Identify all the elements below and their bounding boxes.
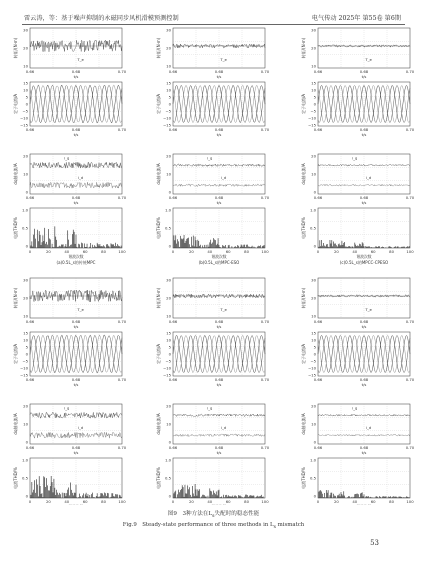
x-tick-label: 0.70 [405, 195, 415, 200]
y-tick-label: 15 [23, 80, 28, 86]
x-axis-label: t/s [361, 74, 367, 79]
x-axis-label: t/s [361, 324, 367, 329]
x-tick-label: 0.66 [168, 445, 178, 450]
y-tick-label: 10 [23, 421, 28, 427]
figure-caption-cn: 图9 3种方法在$L_s$失配时的稳态性能 [167, 511, 260, 520]
x-tick-label: 0.68 [214, 377, 224, 382]
y-tick-label: 20 [23, 45, 28, 51]
y-tick-label: 0 [313, 101, 316, 107]
subfigure-4 [12, 277, 127, 505]
x-tick-label: 0.68 [214, 195, 224, 200]
x-axis-label: t/s [216, 382, 222, 387]
x-tick-label: 0.70 [260, 319, 270, 324]
y-tick-label: −15 [307, 372, 316, 378]
x-tick-label: 80 [244, 499, 250, 504]
x-axis-label: t/s [216, 132, 222, 137]
y-tick-label: 0.5 [21, 475, 28, 481]
y-tick-label: 1.0 [164, 207, 171, 213]
x-tick-label: 0.66 [313, 445, 323, 450]
torque-annotation: T_e [77, 56, 84, 62]
y-tick-label: −10 [307, 115, 316, 121]
x-tick-label: 0.70 [260, 195, 270, 200]
x-tick-label: 0.68 [359, 127, 369, 132]
y-tick-label: 15 [166, 80, 171, 86]
x-tick-label: 0.70 [405, 69, 415, 74]
iq-annotation: i_q [64, 406, 70, 411]
y-axis-label: 电流THD/% [156, 467, 161, 489]
y-tick-label: 15 [166, 330, 171, 336]
x-axis-label [68, 504, 83, 505]
y-tick-label: 15 [311, 80, 316, 86]
x-axis-label: t/s [361, 132, 367, 137]
x-tick-label: 0.70 [260, 69, 270, 74]
x-tick-label: 0.68 [214, 445, 224, 450]
x-tick-label: 100 [118, 249, 126, 254]
x-tick-label: 0.70 [260, 377, 270, 382]
y-axis-label: 定子电流/A [156, 93, 161, 115]
y-tick-label: −5 [310, 358, 316, 364]
x-tick-label: 0 [316, 499, 320, 504]
x-tick-label: 0.68 [359, 445, 369, 450]
y-tick-label: −15 [19, 122, 28, 128]
y-tick-label: 30 [166, 277, 171, 283]
y-tick-label: 30 [23, 277, 28, 283]
iq-annotation: i_q [207, 406, 213, 411]
y-tick-label: 5 [25, 94, 28, 100]
x-axis-label [211, 504, 226, 505]
x-tick-label: 0.68 [214, 319, 224, 324]
x-axis-label: t/s [216, 324, 222, 329]
y-tick-label: 10 [23, 63, 28, 69]
x-tick-label: 60 [225, 499, 231, 504]
y-tick-label: 20 [23, 153, 28, 159]
torque-annotation: T_e [77, 306, 84, 312]
x-tick-label: 40 [352, 499, 358, 504]
y-axis-label: 电流THD/% [13, 217, 18, 239]
x-tick-label: 0.66 [25, 127, 35, 132]
x-tick-label: 0.68 [71, 319, 81, 324]
x-tick-label: 0.68 [359, 195, 369, 200]
x-tick-label: 60 [370, 499, 376, 504]
x-tick-label: 0.66 [168, 69, 178, 74]
x-tick-label: 0.66 [313, 127, 323, 132]
y-tick-label: 10 [311, 87, 316, 93]
running-header-left: 雷云涛，等：基于噪声抑制的永磁同步风机滑模预测控制 [24, 15, 179, 22]
x-tick-label: 40 [352, 249, 358, 254]
x-axis-label: t/s [361, 200, 367, 205]
y-tick-label: 10 [23, 313, 28, 319]
y-tick-label: 20 [166, 153, 171, 159]
x-tick-label: 0.68 [71, 127, 81, 132]
y-tick-label: −10 [19, 365, 28, 371]
y-tick-label: 10 [23, 87, 28, 93]
x-tick-label: 0.66 [25, 69, 35, 74]
y-tick-label: 20 [311, 403, 316, 409]
y-tick-label: 1.0 [164, 457, 171, 463]
y-tick-label: −5 [22, 108, 28, 114]
y-axis-label: dq轴电流/A [156, 163, 161, 185]
x-tick-label: 0.66 [25, 377, 35, 382]
y-axis-label: 转矩/(N·m) [156, 287, 161, 309]
y-tick-label: 0 [168, 243, 171, 249]
y-axis-label: 定子电流/A [156, 343, 161, 365]
x-tick-label: 0 [316, 249, 320, 254]
x-axis-label: t/s [216, 450, 222, 455]
y-tick-label: 5 [168, 94, 171, 100]
subfigure-2 [155, 27, 270, 265]
x-tick-label: 0 [171, 499, 175, 504]
y-tick-label: 5 [25, 344, 28, 350]
y-tick-label: 30 [311, 277, 316, 283]
y-tick-label: 0 [313, 189, 316, 195]
x-tick-label: 0.66 [168, 195, 178, 200]
x-tick-label: 0.70 [117, 445, 127, 450]
x-tick-label: 0.66 [313, 195, 323, 200]
x-tick-label: 0.70 [405, 127, 415, 132]
x-tick-label: 100 [406, 249, 414, 254]
x-tick-label: 0.70 [117, 127, 127, 132]
y-tick-label: 30 [23, 27, 28, 33]
x-tick-label: 40 [64, 249, 70, 254]
y-tick-label: 0 [313, 493, 316, 499]
x-tick-label: 20 [188, 249, 194, 254]
subfigure-label: (c)0.5L_s的MPCC-CPESO [339, 260, 389, 265]
x-tick-label: 0.68 [71, 445, 81, 450]
x-tick-label: 0.68 [71, 195, 81, 200]
y-tick-label: 20 [166, 45, 171, 51]
y-tick-label: −5 [22, 358, 28, 364]
y-tick-label: 10 [311, 421, 316, 427]
y-tick-label: 0 [168, 439, 171, 445]
page-number: 53 [370, 539, 379, 547]
subfigure-6 [300, 277, 415, 505]
y-axis-label: dq轴电流/A [301, 413, 306, 435]
torque-annotation: T_e [220, 306, 227, 312]
y-tick-label: −15 [307, 122, 316, 128]
torque-annotation: T_e [365, 56, 372, 62]
y-tick-label: 10 [311, 63, 316, 69]
id-annotation: i_d [221, 175, 227, 180]
x-tick-label: 0.70 [117, 319, 127, 324]
y-tick-label: 20 [23, 295, 28, 301]
y-tick-label: 10 [166, 337, 171, 343]
x-tick-label: 0.70 [260, 127, 270, 132]
x-tick-label: 80 [389, 499, 395, 504]
y-tick-label: 30 [311, 27, 316, 33]
x-axis-label: t/s [361, 382, 367, 387]
y-axis-label: 转矩/(N·m) [301, 287, 306, 309]
x-tick-label: 80 [101, 249, 107, 254]
x-tick-label: 0.70 [117, 69, 127, 74]
iq-annotation: i_q [352, 406, 358, 411]
x-tick-label: 0.68 [214, 69, 224, 74]
y-tick-label: 10 [166, 421, 171, 427]
y-tick-label: 15 [311, 330, 316, 336]
x-tick-label: 100 [261, 249, 269, 254]
y-tick-label: 20 [311, 153, 316, 159]
iq-annotation: i_q [64, 156, 70, 161]
x-tick-label: 0.70 [405, 319, 415, 324]
y-axis-label: 电流THD/% [301, 217, 306, 239]
y-tick-label: −15 [19, 372, 28, 378]
y-tick-label: 0 [168, 351, 171, 357]
y-tick-label: 10 [166, 63, 171, 69]
y-tick-label: 0 [25, 493, 28, 499]
x-tick-label: 60 [370, 249, 376, 254]
x-tick-label: 20 [333, 249, 339, 254]
x-tick-label: 20 [45, 499, 51, 504]
x-tick-label: 0.66 [168, 377, 178, 382]
x-tick-label: 0.68 [359, 69, 369, 74]
y-tick-label: 5 [313, 344, 316, 350]
x-tick-label: 0.66 [168, 127, 178, 132]
y-axis-label: 电流THD/% [301, 467, 306, 489]
x-tick-label: 60 [82, 499, 88, 504]
x-tick-label: 20 [188, 499, 194, 504]
y-tick-label: 15 [23, 330, 28, 336]
x-tick-label: 0.66 [313, 319, 323, 324]
figure-caption-en: Fig.9 Steady-state performance of three methods in $L_s$ mismatch [122, 522, 305, 531]
y-tick-label: 0 [313, 243, 316, 249]
y-tick-label: 10 [166, 87, 171, 93]
x-axis-label: 谐波次数 [211, 254, 227, 259]
x-tick-label: 80 [389, 249, 395, 254]
x-tick-label: 0.70 [260, 445, 270, 450]
y-tick-label: 0.5 [164, 225, 171, 231]
y-tick-label: −5 [165, 108, 171, 114]
x-tick-label: 0.68 [214, 127, 224, 132]
x-tick-label: 0.68 [359, 319, 369, 324]
y-tick-label: 20 [166, 295, 171, 301]
y-tick-label: 10 [311, 313, 316, 319]
iq-annotation: i_q [352, 156, 358, 161]
y-tick-label: 0 [313, 439, 316, 445]
x-tick-label: 80 [101, 499, 107, 504]
y-tick-label: −10 [162, 365, 171, 371]
x-tick-label: 0.70 [117, 377, 127, 382]
y-tick-label: 5 [313, 94, 316, 100]
y-axis-label: 转矩/(N·m) [13, 287, 18, 309]
y-axis-label: 转矩/(N·m) [301, 37, 306, 59]
y-axis-label: 定子电流/A [13, 93, 18, 115]
y-tick-label: 10 [311, 337, 316, 343]
x-axis-label: t/s [216, 74, 222, 79]
subfigure-label: (a)0.5L_s的传统MPC [56, 260, 96, 265]
x-tick-label: 0.68 [71, 69, 81, 74]
y-axis-label: 定子电流/A [301, 343, 306, 365]
x-tick-label: 40 [207, 499, 213, 504]
y-tick-label: 0 [168, 493, 171, 499]
y-tick-label: −10 [19, 115, 28, 121]
x-tick-label: 0.66 [313, 377, 323, 382]
y-tick-label: 0 [25, 351, 28, 357]
y-axis-label: dq轴电流/A [13, 413, 18, 435]
x-tick-label: 0.66 [25, 319, 35, 324]
y-tick-label: −10 [307, 365, 316, 371]
x-tick-label: 60 [225, 249, 231, 254]
x-tick-label: 0.66 [168, 319, 178, 324]
iq-annotation: i_q [207, 156, 213, 161]
id-annotation: i_d [221, 425, 227, 430]
x-axis-label: t/s [73, 132, 79, 137]
x-tick-label: 0.70 [405, 377, 415, 382]
y-tick-label: −15 [162, 372, 171, 378]
x-tick-label: 20 [333, 499, 339, 504]
y-axis-label: 电流THD/% [13, 467, 18, 489]
y-tick-label: 0 [25, 189, 28, 195]
y-axis-label: 定子电流/A [13, 343, 18, 365]
y-tick-label: 10 [166, 171, 171, 177]
x-axis-label: 谐波次数 [68, 254, 84, 259]
y-axis-label: 定子电流/A [301, 93, 306, 115]
y-tick-label: −5 [310, 108, 316, 114]
torque-annotation: T_e [220, 56, 227, 62]
x-tick-label: 0.70 [405, 445, 415, 450]
y-tick-label: 0.5 [21, 225, 28, 231]
x-axis-label: t/s [73, 450, 79, 455]
running-header-right: 电气传动 2025年 第55卷 第6期 [311, 15, 401, 22]
y-tick-label: −15 [162, 122, 171, 128]
y-tick-label: 0 [25, 439, 28, 445]
y-tick-label: 10 [311, 171, 316, 177]
y-tick-label: −10 [162, 115, 171, 121]
y-axis-label: dq轴电流/A [13, 163, 18, 185]
x-axis-label: t/s [361, 450, 367, 455]
id-annotation: i_d [366, 175, 372, 180]
x-axis-label: t/s [73, 200, 79, 205]
x-tick-label: 0.68 [71, 377, 81, 382]
x-tick-label: 100 [406, 499, 414, 504]
y-axis-label: dq轴电流/A [156, 413, 161, 435]
y-tick-label: 5 [168, 344, 171, 350]
x-tick-label: 0.66 [25, 445, 35, 450]
x-axis-label: 谐波次数 [356, 254, 372, 259]
x-tick-label: 0 [28, 249, 32, 254]
x-axis-label: t/s [73, 382, 79, 387]
x-tick-label: 0.66 [313, 69, 323, 74]
subfigure-5 [155, 277, 270, 505]
x-tick-label: 40 [207, 249, 213, 254]
x-axis-label: t/s [73, 74, 79, 79]
y-tick-label: 0 [25, 243, 28, 249]
x-axis-label: t/s [216, 200, 222, 205]
y-tick-label: 1.0 [21, 207, 28, 213]
y-tick-label: 10 [166, 313, 171, 319]
x-tick-label: 80 [244, 249, 250, 254]
y-axis-label: 转矩/(N·m) [156, 37, 161, 59]
y-tick-label: 0.5 [164, 475, 171, 481]
x-tick-label: 0.70 [117, 195, 127, 200]
x-tick-label: 60 [82, 249, 88, 254]
y-tick-label: 0 [168, 101, 171, 107]
x-axis-label [356, 504, 371, 505]
y-tick-label: 1.0 [309, 457, 316, 463]
y-tick-label: −5 [165, 358, 171, 364]
id-annotation: i_d [78, 425, 84, 430]
subfigure-3 [300, 27, 415, 265]
y-axis-label: 电流THD/% [156, 217, 161, 239]
id-annotation: i_d [366, 425, 372, 430]
y-tick-label: 20 [311, 45, 316, 51]
id-annotation: i_d [78, 175, 84, 180]
x-tick-label: 0.68 [359, 377, 369, 382]
y-tick-label: 0.5 [309, 225, 316, 231]
y-tick-label: 0 [168, 189, 171, 195]
x-tick-label: 0.66 [25, 195, 35, 200]
x-tick-label: 20 [45, 249, 51, 254]
y-axis-label: dq轴电流/A [301, 163, 306, 185]
y-tick-label: 10 [23, 171, 28, 177]
y-tick-label: 10 [23, 337, 28, 343]
y-tick-label: 20 [23, 403, 28, 409]
x-axis-label: t/s [73, 324, 79, 329]
x-tick-label: 100 [261, 499, 269, 504]
y-tick-label: 0.5 [309, 475, 316, 481]
y-tick-label: 30 [166, 27, 171, 33]
y-tick-label: 0 [25, 101, 28, 107]
subfigure-label: (b)0.5L_s的MPC-ESO [198, 260, 240, 265]
x-tick-label: 0 [28, 499, 32, 504]
y-axis-label: 转矩/(N·m) [13, 37, 18, 59]
y-tick-label: 1.0 [21, 457, 28, 463]
y-tick-label: 1.0 [309, 207, 316, 213]
x-tick-label: 40 [64, 499, 70, 504]
y-tick-label: 20 [311, 295, 316, 301]
subfigure-1 [12, 27, 127, 265]
torque-annotation: T_e [365, 306, 372, 312]
y-tick-label: 0 [313, 351, 316, 357]
y-tick-label: 20 [166, 403, 171, 409]
x-tick-label: 100 [118, 499, 126, 504]
x-tick-label: 0 [171, 249, 175, 254]
